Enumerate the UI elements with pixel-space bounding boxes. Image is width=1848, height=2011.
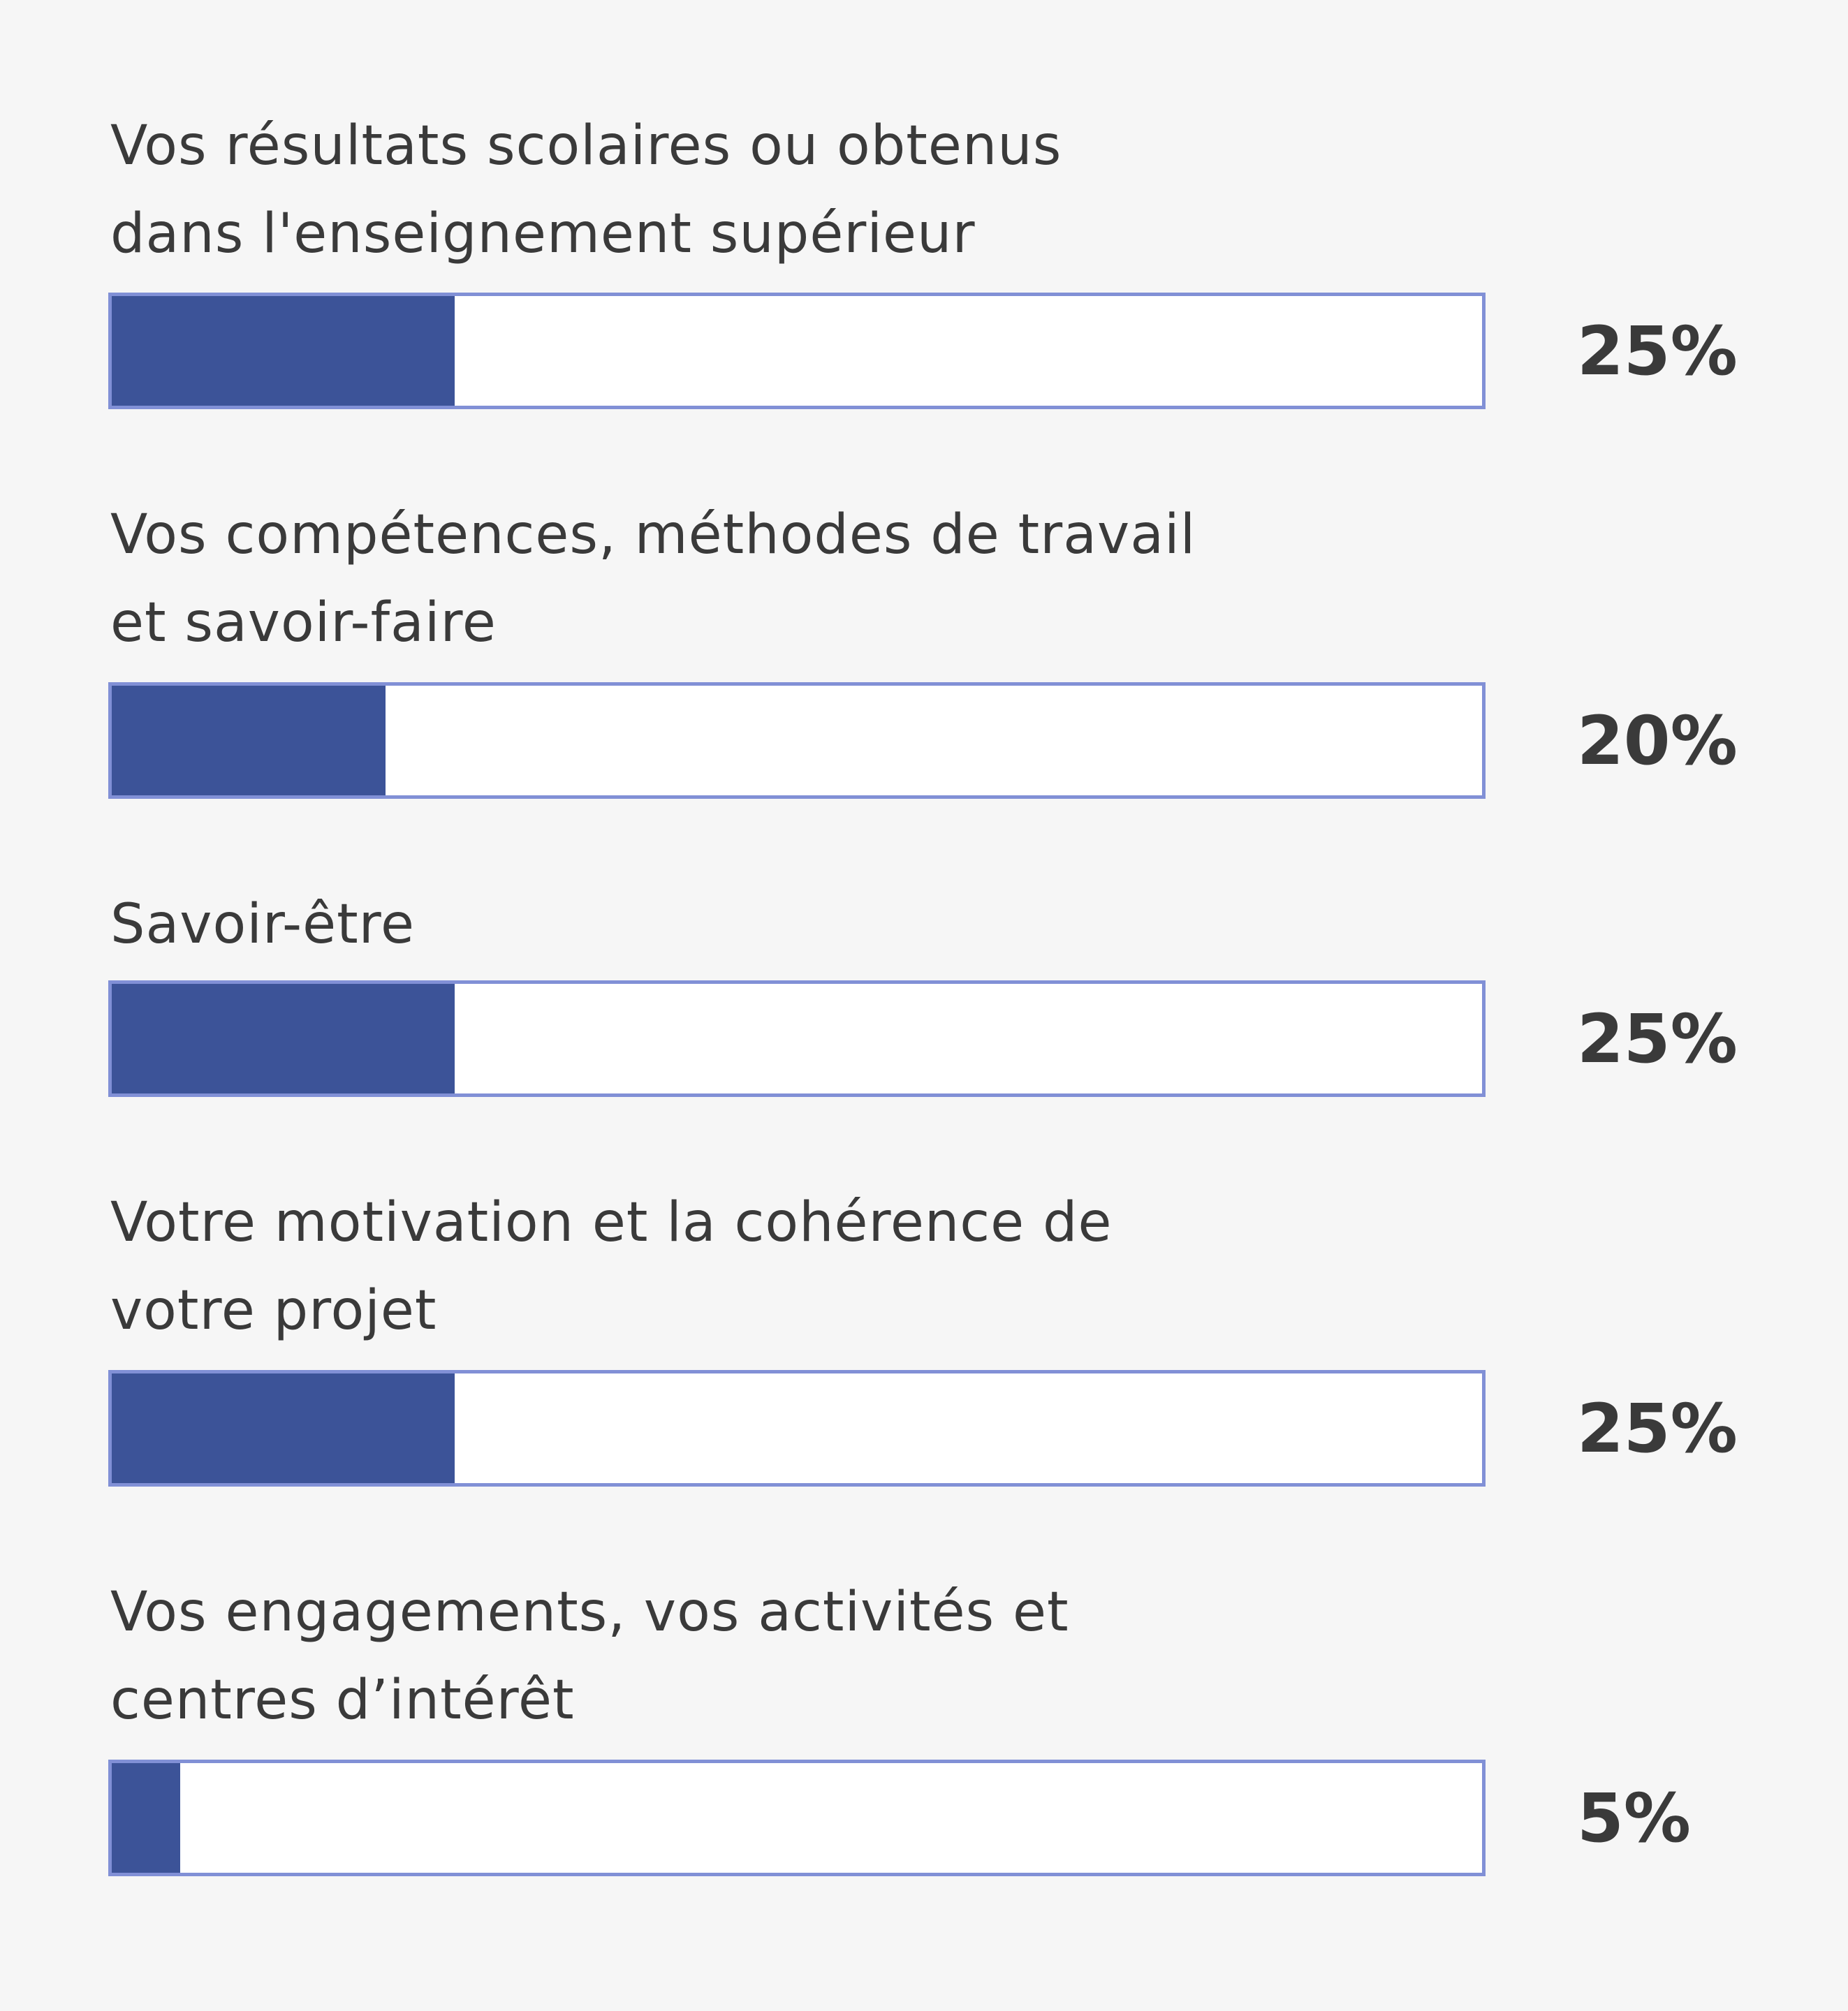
bar-track [108, 682, 1486, 799]
category-label: centres d’intérêt [110, 1669, 575, 1732]
value-label: 25% [1577, 1000, 1738, 1078]
category-label: et savoir-faire [110, 591, 497, 654]
category-label: Savoir-être [110, 893, 416, 956]
bar-fill [112, 296, 455, 406]
value-label: 5% [1577, 1779, 1691, 1857]
category-label: Vos compétences, méthodes de travail [110, 503, 1196, 566]
bar-track [108, 980, 1486, 1097]
bar-track [108, 293, 1486, 409]
bar-track [108, 1370, 1486, 1487]
category-label: Votre motivation et la cohérence de [110, 1191, 1113, 1254]
category-label: Vos engagements, vos activités et [110, 1581, 1069, 1644]
bar-fill [112, 984, 455, 1093]
bar-track [108, 1760, 1486, 1876]
value-label: 20% [1577, 702, 1738, 780]
bar-fill [112, 686, 386, 795]
value-label: 25% [1577, 312, 1738, 390]
category-label: dans l'enseignement supérieur [110, 202, 976, 265]
bar-fill [112, 1373, 455, 1483]
category-label: votre projet [110, 1279, 437, 1342]
category-label: Vos résultats scolaires ou obtenus [110, 115, 1062, 177]
value-label: 25% [1577, 1390, 1738, 1468]
bar-fill [112, 1763, 180, 1873]
